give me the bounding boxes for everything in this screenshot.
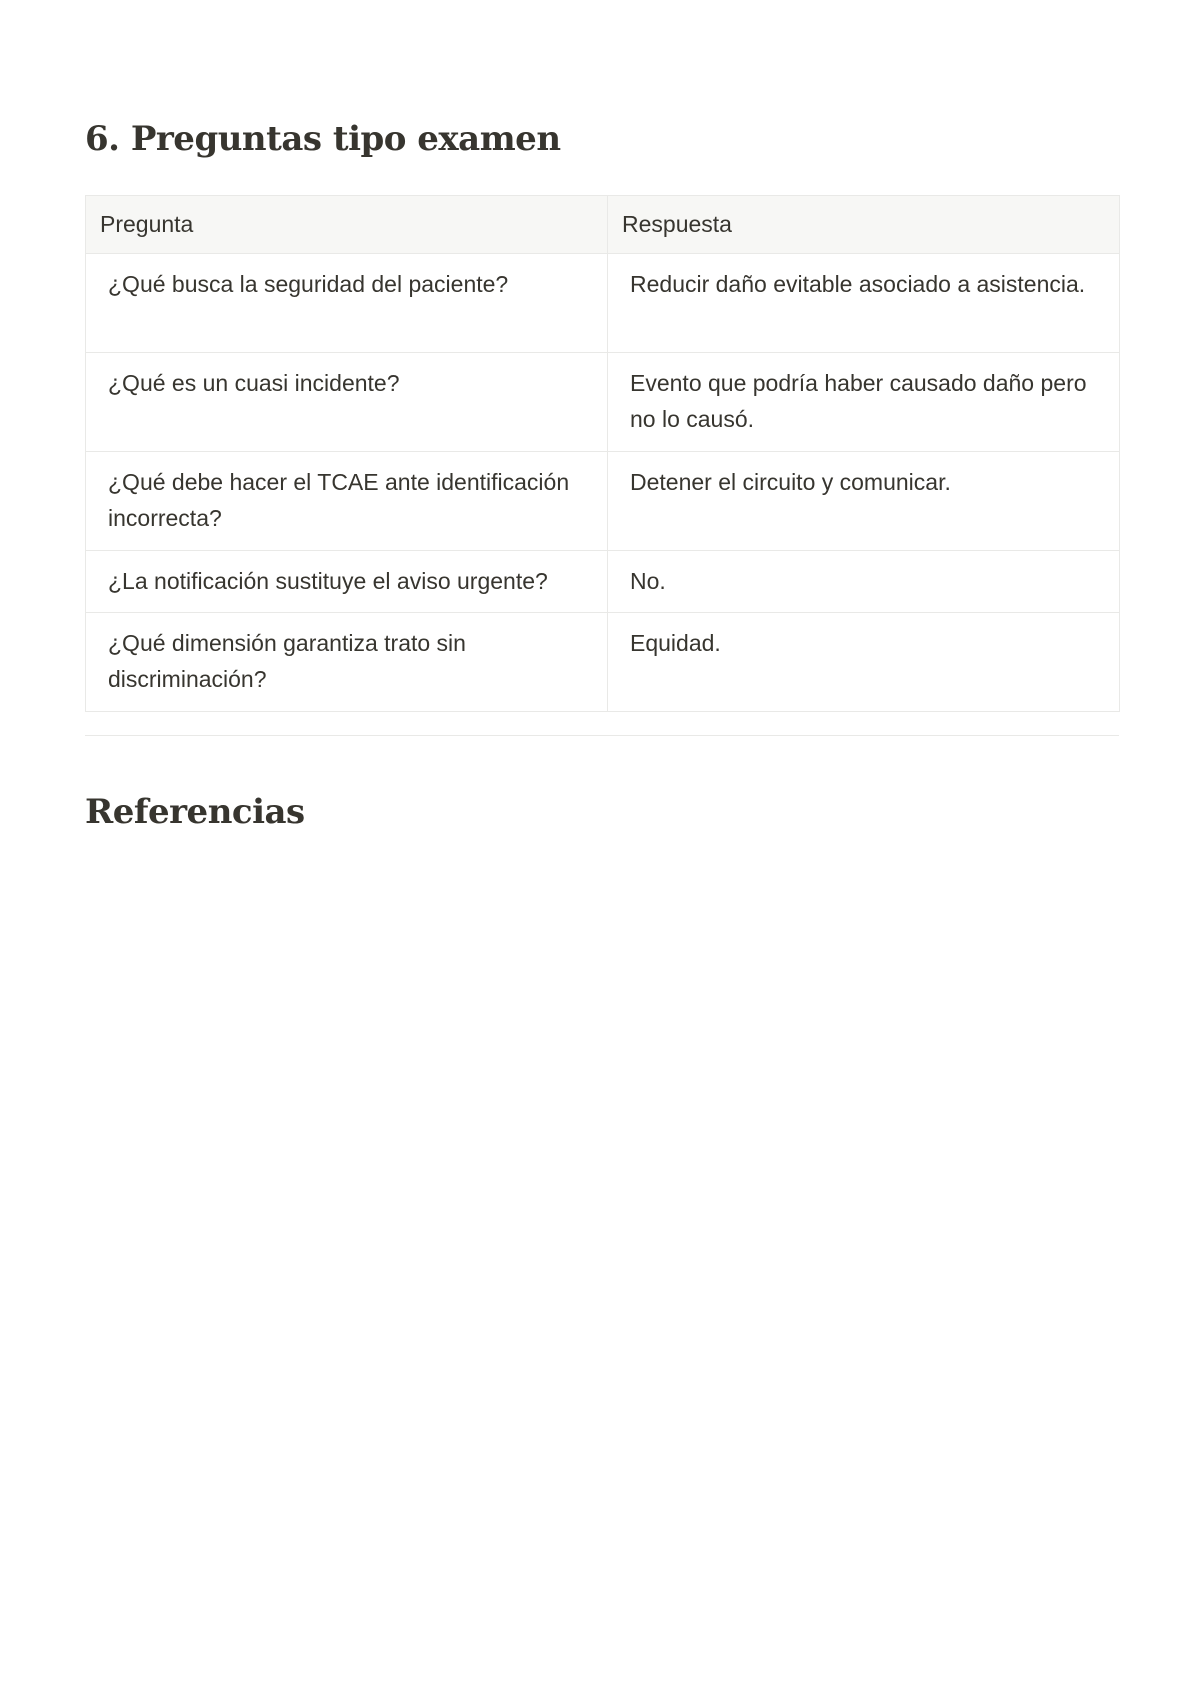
section-heading: 6. Preguntas tipo examen: [85, 119, 561, 159]
question-cell: ¿Qué busca la seguridad del paciente?: [86, 254, 608, 353]
question-cell: ¿Qué dimensión garantiza trato sin discriminación?: [86, 613, 608, 712]
table-row: [86, 353, 1120, 452]
exam-questions-table: [85, 195, 1120, 712]
references-heading: Referencias: [85, 792, 305, 832]
question-cell: ¿Qué debe hacer el TCAE ante identificación incorrecta?: [86, 452, 608, 551]
answer-cell: Evento que podría haber causado daño pero no lo causó.: [608, 353, 1120, 452]
answer-cell: No.: [608, 551, 1120, 613]
table-row: [86, 551, 1120, 613]
question-cell: ¿Qué es un cuasi incidente?: [86, 353, 608, 452]
table-header-row: [86, 196, 1120, 254]
answer-cell: Detener el circuito y comunicar.: [608, 452, 1120, 551]
section-divider: [85, 735, 1119, 736]
question-cell: ¿La notificación sustituye el aviso urgente?: [86, 551, 608, 613]
column-header-question: Pregunta: [86, 196, 608, 254]
column-header-answer: Respuesta: [608, 196, 1120, 254]
table-row: [86, 613, 1120, 712]
answer-cell: Equidad.: [608, 613, 1120, 712]
answer-cell: Reducir daño evitable asociado a asistencia.: [608, 254, 1120, 353]
table-row: [86, 254, 1120, 353]
table-row: [86, 452, 1120, 551]
